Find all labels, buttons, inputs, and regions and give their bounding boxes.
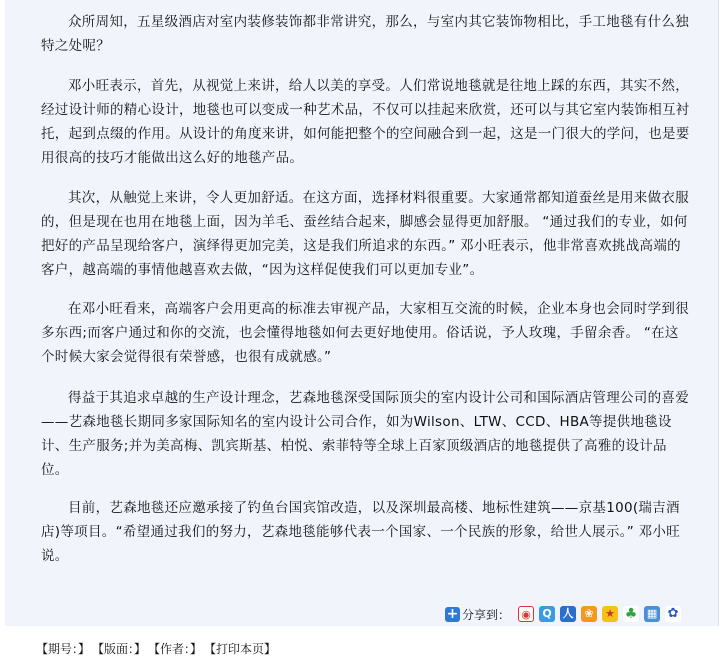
qzone-icon[interactable]: Q (539, 606, 555, 622)
author-label: 【作者：】 (148, 642, 203, 656)
article-paragraph-2: 邓小旺表示，首先，从视觉上来讲，给人以美的享受。人们常说地毯就是往地上踩的东西，其实不然，经过设计师的精心设计，地毯也可以变成一种艺术品，不仅可以挂起来欣赏，还可以与其它室内装饰相互衬托，起到点缀的作用。从设计的角度来讲，如何能把整个的空间融合到一起，这是一门很大的学问，也是要用很高的技巧才能做出这么好的地毯产品。 (41, 78, 690, 166)
article-paragraph-6: 目前，艺森地毯还应邀承接了钓鱼台国宾馆改造，以及深圳最高楼、地标性建筑——京基100(瑞吉酒店)等项目。“希望通过我们的努力，艺森地毯能够代表一个国家、一个民族的形象，给世人展示。” 邓小旺说。 (41, 500, 680, 564)
baidu-icon[interactable]: ✿ (665, 606, 681, 622)
page-label: 【版面：】 (92, 642, 147, 656)
share-bar (445, 604, 686, 624)
weibo-icon[interactable]: ◉ (518, 606, 534, 622)
article-paragraph-3: 其次，从触觉上来讲，令人更加舒适。在这方面，选择材料很重要。大家通常都知道蚕丝是用来做衣服的，但是现在也用在地毯上面，因为羊毛、蚕丝结合起来，脚感会显得更加舒服。 “通过我们的专业，如何把好的产品呈现给客户，演绎得更加完美，这是我们所追求的东西。” 邓小旺表示，他非常喜欢挑战高端的客户，越高端的事情他越喜欢去做，“因为这样促使我们可以更加专业”。 (41, 190, 689, 278)
article-footer (36, 640, 278, 657)
qq-icon[interactable]: ★ (602, 606, 618, 622)
print-page-link[interactable]: 【打印本页】 (204, 642, 277, 656)
share-plus-icon[interactable]: + (446, 605, 459, 622)
msn-icon[interactable]: ▦ (644, 606, 660, 622)
issue-label: 【期号：】 (36, 642, 91, 656)
article-paragraph-4: 在邓小旺看来，高端客户会用更高的标准去审视产品，大家相互交流的时候，企业本身也会同时学到很多东西;而客户通过和你的交流，也会懂得地毯如何去更好地使用。俗话说，予人玫瑰，手留余香。 “在这个时候大家会觉得很有荣誉感，也很有成就感。” (41, 301, 689, 365)
kaixin-icon[interactable]: ❀ (581, 606, 597, 622)
renren-icon[interactable]: 人 (560, 606, 576, 622)
article-paragraph-5: 得益于其追求卓越的生产设计理念，艺森地毯深受国际顶尖的室内设计公司和国际酒店管理公司的喜爱——艺森地毯长期同多家国际知名的室内设计公司合作，如为Wilson、LTW、CCD、HBA等提供地毯设计、生产服务;并为美高梅、凯宾斯基、柏悦、索菲特等全球上百家顶级酒店的地毯提供了高雅的设计品位。 (41, 390, 689, 478)
share-label[interactable]: 分享到： (462, 607, 511, 622)
article-paragraph-1: 众所周知，五星级酒店对室内装修装饰都非常讲究，那么，与室内其它装饰物相比，手工地毯有什么独特之处呢？ (41, 14, 689, 54)
douban-icon[interactable]: ♣ (624, 606, 638, 622)
article-panel (5, 0, 719, 626)
